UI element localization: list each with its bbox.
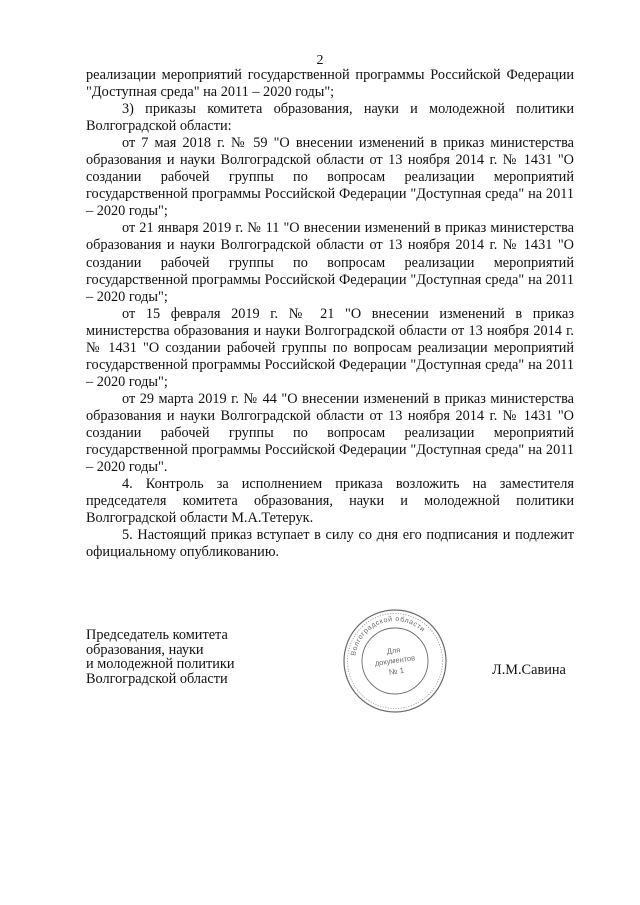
paragraph-order-59: от 7 мая 2018 г. № 59 "О внесении изменений в приказ министерства образования и науки Волгоградской области от 13 ноября 2014 г. № 1431 "О создании рабочей группы по вопросам реализации мероприятий государственной программы Российской Федерации "Доступная среда" на 2011 – 2020 годы";: [86, 135, 574, 220]
paragraph-item-3: 3) приказы комитета образования, науки и молодежной политики Волгоградской области:: [86, 101, 574, 135]
paragraph-order-11: от 21 января 2019 г. № 11 "О внесении изменений в приказ министерства образования и науки Волгоградской области от 13 ноября 2014 г. № 1431 "О создании рабочей группы по вопросам реализации мероприятий государственной программы Российской Федерации "Доступная среда" на 2011 – 2020 годы";: [86, 220, 574, 305]
official-seal: [340, 606, 450, 716]
paragraph-item-5: 5. Настоящий приказ вступает в силу со дня его подписания и подлежит официальному опубликованию.: [86, 527, 574, 561]
signature-title-line: Волгоградской области: [86, 670, 228, 687]
page-number: 2: [316, 53, 324, 68]
seal-ring-text: Волгоградской области: [350, 615, 427, 657]
signer-name: Л.М.Савина: [492, 662, 566, 678]
seal-center-text: № 1: [388, 665, 405, 677]
signature-title-block: [86, 628, 286, 686]
paragraph-order-44: от 29 марта 2019 г. № 44 "О внесении изменений в приказ министерства образования и науки Волгоградской области от 13 ноября 2014 г. № 1431 "О создании рабочей группы по вопросам реализации мероприятий государственной программы Российской Федерации "Доступная среда" на 2011 – 2020 годы".: [86, 390, 574, 476]
signature-title-line: Председатель комитета: [86, 627, 228, 643]
signature-title-line: образования, науки: [86, 641, 204, 658]
signature-title-line: и молодежной политики: [86, 656, 235, 673]
seal-center-text: Для: [386, 645, 401, 656]
paragraph-continuation: реализации мероприятий государственной программы Российской Федерации "Доступная среда" на 2011 – 2020 годы";: [86, 67, 574, 101]
paragraph-item-4: 4. Контроль за исполнением приказа возложить на заместителя председателя комитета образования, науки и молодежной политики Волгоградской области М.А.Тетерук.: [86, 476, 574, 527]
document-body: [86, 67, 574, 561]
seal-center-text: документов: [374, 653, 416, 668]
paragraph-order-21: от 15 февраля 2019 г. № 21 "О внесении изменений в приказ министерства образования и науки Волгоградской области от 13 ноября 2014 г. № 1431 "О создании рабочей группы по вопросам реализации мероприятий государственной программы Российской Федерации "Доступная среда" на 2011 – 2020 годы";: [86, 305, 574, 390]
